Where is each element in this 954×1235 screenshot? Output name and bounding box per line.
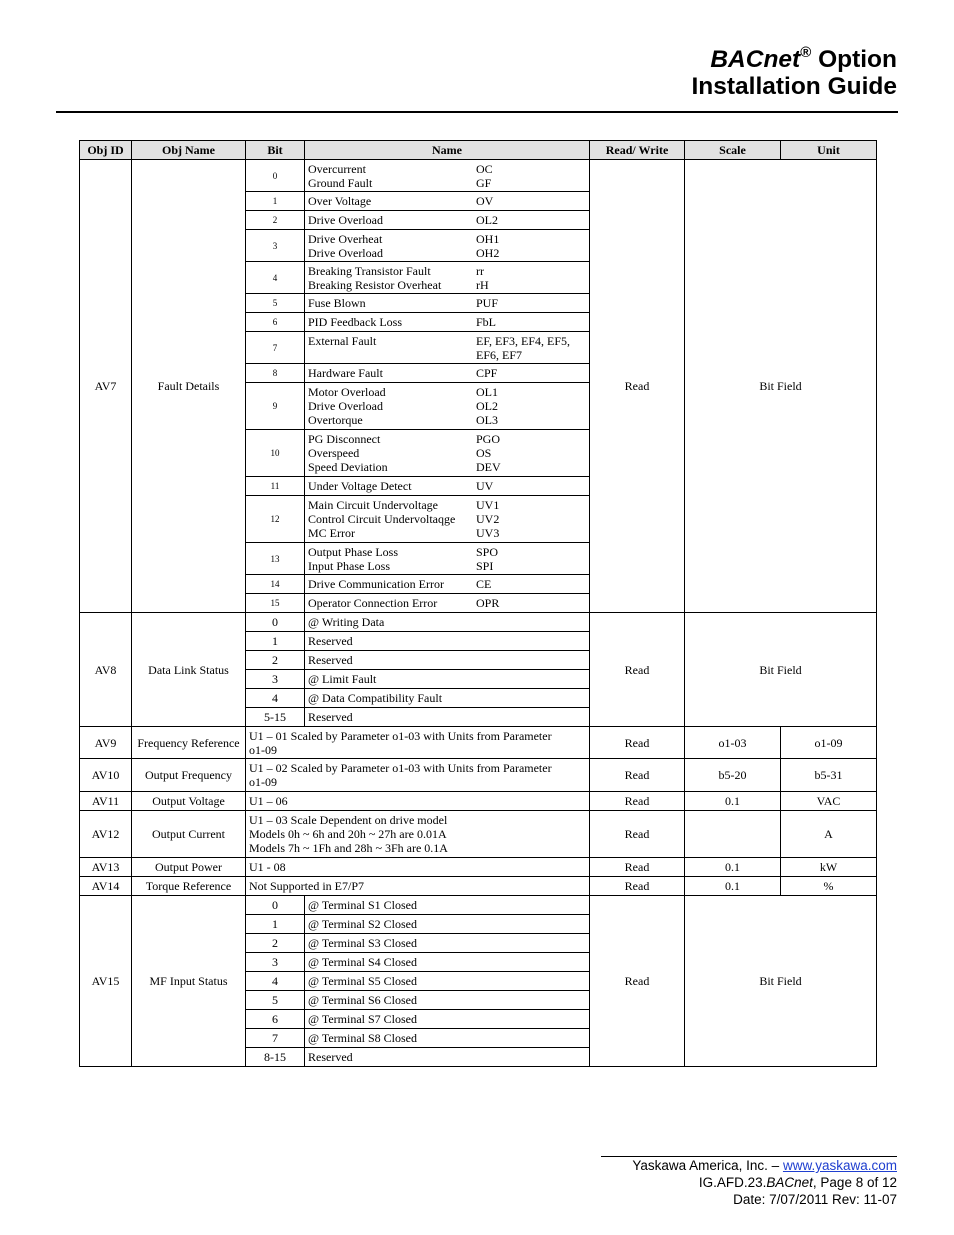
fault-name: Ground Fault — [308, 175, 373, 190]
description-line: o1-09 — [249, 775, 277, 789]
column-header: Name — [305, 141, 590, 160]
fault-code: EF6, EF7 — [476, 347, 523, 362]
bit-number: 6 — [246, 313, 305, 332]
registered-mark: ® — [800, 44, 812, 61]
fault-code: OC — [476, 161, 493, 176]
unit: A — [781, 811, 877, 858]
bit-number: 5-15 — [246, 708, 305, 727]
fault-name: Overspeed — [308, 446, 360, 460]
bacnet-object-table — [79, 140, 877, 1067]
column-header: Read/ Write — [590, 141, 685, 160]
bit-name: @ Terminal S4 Closed — [305, 953, 590, 972]
bit-number: 9 — [246, 383, 305, 430]
bit-number: 11 — [246, 477, 305, 496]
description — [246, 858, 590, 877]
obj-name: Torque Reference — [132, 877, 246, 896]
fault-code: OL2 — [476, 399, 498, 413]
bit-name: @ Terminal S3 Closed — [305, 934, 590, 953]
table-row — [80, 727, 877, 759]
bit-number: 5 — [246, 294, 305, 313]
fault-name: Breaking Resistor Overheat — [308, 277, 442, 292]
bit-name: @ Terminal S6 Closed — [305, 991, 590, 1010]
read-write: Read — [590, 792, 685, 811]
bit-name — [305, 332, 590, 364]
fault-code: PGO — [476, 432, 501, 446]
fault-line — [308, 545, 586, 559]
column-header: Obj Name — [132, 141, 246, 160]
footer-date: Date: 7/07/2011 Rev: 11-07 — [733, 1192, 897, 1207]
fault-code: DEV — [476, 460, 501, 474]
table-row — [80, 160, 877, 192]
page-header — [691, 46, 897, 100]
fault-name: Drive Overload — [308, 213, 383, 227]
fault-name: Over Voltage — [308, 194, 372, 208]
read-write: Read — [590, 613, 685, 727]
fault-code: OL2 — [476, 213, 498, 227]
fault-line — [308, 385, 586, 399]
read-write: Read — [590, 759, 685, 792]
description-line: Models 7h ~ 1Fh and 28h ~ 3Fh are 0.1A — [249, 841, 448, 855]
footer-doc-line — [632, 1174, 897, 1191]
bit-number: 7 — [246, 332, 305, 364]
bit-name — [305, 294, 590, 313]
fault-code: OL3 — [476, 413, 498, 427]
page-footer — [632, 1155, 897, 1208]
read-write: Read — [590, 811, 685, 858]
read-write: Read — [590, 858, 685, 877]
bit-name: @ Terminal S8 Closed — [305, 1029, 590, 1048]
scale-unit: Bit Field — [685, 896, 877, 1067]
fault-name: MC Error — [308, 526, 355, 540]
bit-name — [305, 230, 590, 262]
table-row — [80, 811, 877, 858]
header-title-line2: Installation Guide — [691, 73, 897, 100]
obj-name: MF Input Status — [132, 896, 246, 1067]
fault-line — [308, 577, 586, 591]
bit-name — [305, 543, 590, 575]
fault-line — [308, 413, 586, 427]
description-line: o1-09 — [249, 742, 277, 757]
fault-line — [308, 596, 586, 610]
fault-code: UV2 — [476, 512, 500, 526]
bit-number: 14 — [246, 575, 305, 594]
fault-code: PUF — [476, 296, 499, 310]
bit-number: 5 — [246, 991, 305, 1010]
fault-code: UV1 — [476, 498, 500, 512]
bit-name: @ Data Compatibility Fault — [305, 689, 590, 708]
bit-name — [305, 496, 590, 543]
footer-page-number: , Page 8 of 12 — [812, 1175, 897, 1190]
scale: 0.1 — [685, 877, 781, 896]
fault-name: Output Phase Loss — [308, 544, 398, 559]
table-row — [80, 877, 877, 896]
fault-line — [308, 278, 586, 292]
header-brand: BACnet — [710, 46, 801, 73]
table-row — [80, 613, 877, 632]
fault-name: Overtorque — [308, 413, 363, 427]
read-write: Read — [590, 896, 685, 1067]
bit-name — [305, 160, 590, 192]
bit-number: 2 — [246, 211, 305, 230]
obj-id: AV11 — [80, 792, 132, 811]
fault-line — [308, 334, 586, 348]
fault-code: OV — [476, 194, 494, 208]
description — [246, 759, 590, 792]
fault-name: Drive Overload — [308, 399, 383, 413]
fault-code: OS — [476, 446, 492, 460]
description-line: U1 – 01 Scaled by Parameter o1-03 with Units from Parameter — [249, 728, 552, 743]
bit-number: 4 — [246, 972, 305, 991]
footer-website-link[interactable]: www.yaskawa.com — [782, 1158, 897, 1173]
unit: VAC — [781, 792, 877, 811]
bit-number: 6 — [246, 1010, 305, 1029]
unit: b5-31 — [781, 759, 877, 792]
fault-name: Motor Overload — [308, 385, 386, 399]
fault-code: OPR — [476, 596, 500, 610]
footer-company: Yaskawa America, Inc. – — [632, 1158, 783, 1173]
column-header: Obj ID — [80, 141, 132, 160]
bit-name: @ Terminal S2 Closed — [305, 915, 590, 934]
obj-id: AV14 — [80, 877, 132, 896]
bit-number: 8 — [246, 364, 305, 383]
unit: kW — [781, 858, 877, 877]
bit-number: 3 — [246, 670, 305, 689]
read-write: Read — [590, 160, 685, 613]
fault-line — [308, 232, 586, 246]
description-line: U1 - 08 — [249, 860, 286, 874]
fault-line — [308, 315, 586, 329]
unit: o1-09 — [781, 727, 877, 759]
obj-id: AV7 — [80, 160, 132, 613]
scale-unit: Bit Field — [685, 613, 877, 727]
bit-name — [305, 192, 590, 211]
bit-number: 0 — [246, 613, 305, 632]
fault-code: rr — [476, 263, 484, 278]
fault-line — [308, 366, 586, 380]
fault-line — [308, 526, 586, 540]
description — [246, 811, 590, 858]
bit-number: 3 — [246, 230, 305, 262]
fault-line — [308, 264, 586, 278]
column-header: Scale — [685, 141, 781, 160]
bit-name: @ Terminal S7 Closed — [305, 1010, 590, 1029]
scale: 0.1 — [685, 792, 781, 811]
bit-number: 0 — [246, 160, 305, 192]
table-row — [80, 792, 877, 811]
obj-id: AV8 — [80, 613, 132, 727]
fault-name: Main Circuit Undervoltage — [308, 498, 438, 512]
fault-code: FbL — [476, 315, 497, 329]
obj-name: Output Frequency — [132, 759, 246, 792]
footer-rule — [601, 1156, 897, 1157]
fault-line — [308, 446, 586, 460]
obj-name: Data Link Status — [132, 613, 246, 727]
column-header: Bit — [246, 141, 305, 160]
fault-name: Drive Overheat — [308, 231, 383, 246]
bit-name — [305, 211, 590, 230]
bit-name: @ Terminal S5 Closed — [305, 972, 590, 991]
bit-number: 3 — [246, 953, 305, 972]
table-header-row — [80, 141, 877, 160]
fault-name: Drive Overload — [308, 245, 383, 260]
description-line: Not Supported in E7/P7 — [249, 879, 365, 893]
header-title-line1 — [691, 46, 897, 73]
footer-doc-brand: BACnet — [766, 1175, 813, 1190]
fault-code: OL1 — [476, 385, 498, 399]
fault-code: OH2 — [476, 245, 500, 260]
unit: % — [781, 877, 877, 896]
fault-name: PG Disconnect — [308, 432, 381, 446]
column-header: Unit — [781, 141, 877, 160]
fault-name: PID Feedback Loss — [308, 315, 402, 329]
bit-name — [305, 477, 590, 496]
fault-line — [308, 512, 586, 526]
bit-number: 0 — [246, 896, 305, 915]
bit-name — [305, 313, 590, 332]
obj-name: Fault Details — [132, 160, 246, 613]
bit-name: Reserved — [305, 708, 590, 727]
fault-line — [308, 432, 586, 446]
fault-line — [308, 559, 586, 573]
bit-number: 7 — [246, 1029, 305, 1048]
obj-id: AV10 — [80, 759, 132, 792]
bit-name — [305, 430, 590, 477]
bit-name — [305, 364, 590, 383]
description — [246, 727, 590, 759]
scale: 0.1 — [685, 858, 781, 877]
footer-company-line — [632, 1157, 897, 1174]
bit-number: 12 — [246, 496, 305, 543]
scale: o1-03 — [685, 727, 781, 759]
bit-number: 1 — [246, 915, 305, 934]
fault-line — [308, 296, 586, 310]
bit-number: 1 — [246, 192, 305, 211]
obj-name: Output Voltage — [132, 792, 246, 811]
read-write: Read — [590, 727, 685, 759]
description-line: U1 – 02 Scaled by Parameter o1-03 with Units from Parameter — [249, 761, 552, 775]
bit-name — [305, 594, 590, 613]
fault-name: Breaking Transistor Fault — [308, 263, 431, 278]
header-rule — [56, 111, 898, 113]
description — [246, 877, 590, 896]
obj-id: AV13 — [80, 858, 132, 877]
bit-number: 4 — [246, 689, 305, 708]
bit-number: 10 — [246, 430, 305, 477]
fault-line — [308, 246, 586, 260]
table-row — [80, 896, 877, 915]
fault-code: UV — [476, 479, 494, 493]
fault-line — [308, 479, 586, 493]
fault-name: Operator Connection Error — [308, 596, 438, 610]
obj-name: Output Current — [132, 811, 246, 858]
fault-code: CE — [476, 577, 492, 591]
bit-number: 15 — [246, 594, 305, 613]
bit-number: 2 — [246, 651, 305, 670]
obj-name: Output Power — [132, 858, 246, 877]
bit-name — [305, 575, 590, 594]
fault-name: Input Phase Loss — [308, 558, 390, 573]
description-line: U1 – 06 — [249, 794, 288, 808]
fault-line — [308, 498, 586, 512]
description-line: Models 0h ~ 6h and 20h ~ 27h are 0.01A — [249, 827, 447, 841]
obj-id: AV12 — [80, 811, 132, 858]
bit-number: 2 — [246, 934, 305, 953]
fault-name: Under Voltage Detect — [308, 479, 412, 493]
bit-name — [305, 383, 590, 430]
fault-line — [308, 460, 586, 474]
bit-name — [305, 262, 590, 294]
footer-doc-prefix: IG.AFD.23. — [698, 1175, 767, 1190]
bit-name: Reserved — [305, 651, 590, 670]
fault-name: Overcurrent — [308, 161, 366, 176]
bit-number: 8-15 — [246, 1048, 305, 1067]
table-row — [80, 858, 877, 877]
scale-unit: Bit Field — [685, 160, 877, 613]
fault-line — [308, 348, 586, 362]
header-option: Option — [811, 46, 897, 73]
fault-line — [308, 213, 586, 227]
bit-name: Reserved — [305, 1048, 590, 1067]
fault-line — [308, 399, 586, 413]
fault-code: SPO — [476, 544, 499, 559]
read-write: Read — [590, 877, 685, 896]
bit-number: 13 — [246, 543, 305, 575]
fault-code: GF — [476, 175, 492, 190]
table-row — [80, 759, 877, 792]
obj-id: AV15 — [80, 896, 132, 1067]
bit-name: @ Terminal S1 Closed — [305, 896, 590, 915]
bit-name: @ Writing Data — [305, 613, 590, 632]
fault-code: SPI — [476, 558, 494, 573]
fault-line — [308, 162, 586, 176]
bit-name: @ Limit Fault — [305, 670, 590, 689]
obj-name: Frequency Reference — [132, 727, 246, 759]
fault-code: CPF — [476, 366, 498, 380]
bit-name: Reserved — [305, 632, 590, 651]
fault-code: OH1 — [476, 231, 500, 246]
fault-name: Fuse Blown — [308, 296, 366, 310]
fault-name: Control Circuit Undervoltaqge — [308, 512, 456, 526]
bit-number: 4 — [246, 262, 305, 294]
fault-code: UV3 — [476, 526, 500, 540]
table-body — [80, 160, 877, 1067]
fault-code: EF, EF3, EF4, EF5, — [476, 333, 571, 348]
fault-line — [308, 194, 586, 208]
fault-name: Hardware Fault — [308, 366, 383, 380]
obj-id: AV9 — [80, 727, 132, 759]
scale: b5-20 — [685, 759, 781, 792]
bit-number: 1 — [246, 632, 305, 651]
scale — [685, 811, 781, 858]
fault-name: Drive Communication Error — [308, 577, 444, 591]
description — [246, 792, 590, 811]
fault-code: rH — [476, 277, 489, 292]
description-line: U1 – 03 Scale Dependent on drive model — [249, 813, 448, 827]
fault-name: External Fault — [308, 333, 377, 348]
fault-line — [308, 176, 586, 190]
fault-name: Speed Deviation — [308, 460, 388, 474]
